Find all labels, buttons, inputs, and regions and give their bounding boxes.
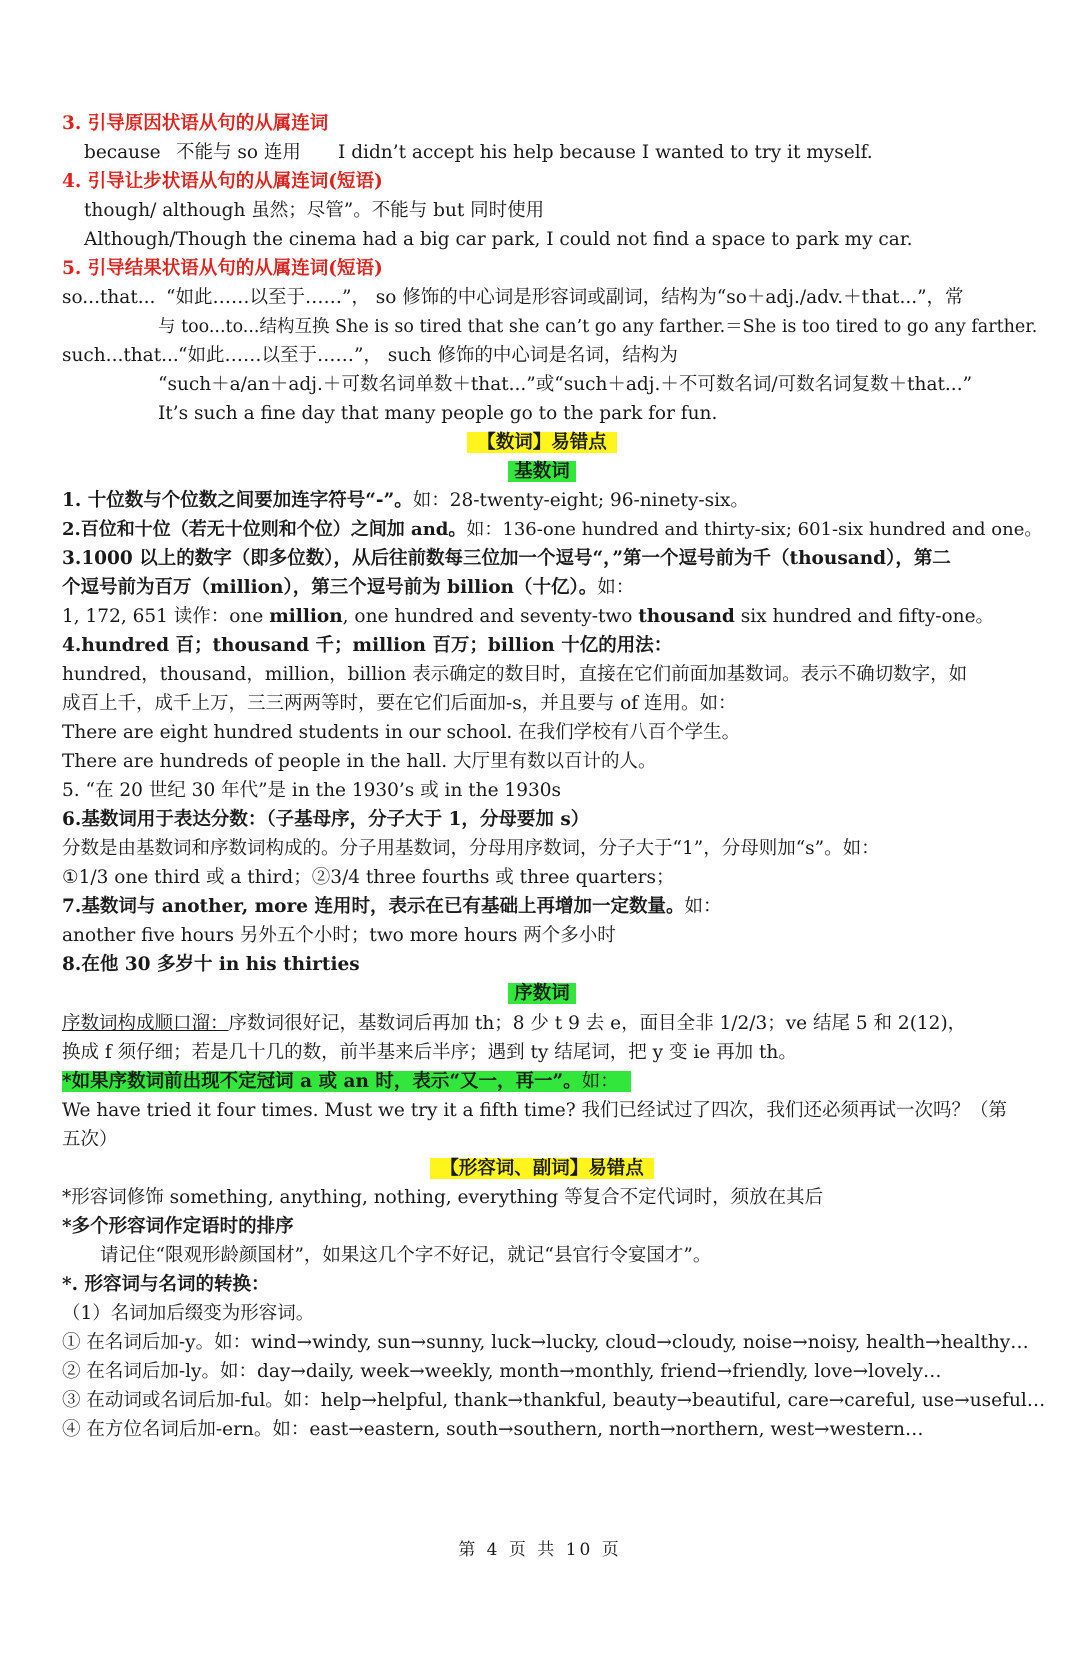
such-that-line-2: “such＋a/an＋adj.＋可数名词单数＋that...”或“such＋adj.＋不可数名词/可数名词复数＋that...”: [158, 374, 973, 395]
cardinal-point-3-line-1: 3.1000 以上的数字（即多位数），从后往前数每三位加一个逗号“，”第一个逗号前为千（thousand），第二: [62, 548, 951, 569]
section-3-heading: 3. 引导原因状语从句的从属连词: [62, 113, 329, 134]
cardinal-point-7-heading: 7.基数词与 another, more 连用时，表示在已有基础上再增加一定数量。如：: [62, 896, 722, 917]
section-3-line: [84, 139, 873, 169]
cardinal-title-row: [62, 458, 1022, 488]
adjectives-order-mnemonic: 请记住“限观形龄颜国材”，如果这几个字不好记，就记“县官行令宴国才”。: [100, 1245, 712, 1266]
suffix-rule-y: ① 在名词后加-y。如：wind→windy, sun→sunny, luck→lucky, cloud→cloudy, noise→noisy, health→healthy…: [62, 1332, 1029, 1353]
ordinal-rhyme-line-2: 换成 f 须仔细；若是几十几的数，前半基来后半序；遇到 ty 结尾词，把 y 变 ie 再加 th。: [62, 1042, 797, 1063]
adjectives-point-1: *形容词修饰 something, anything, nothing, everything 等复合不定代词时，须放在其后: [62, 1187, 824, 1208]
suffix-rule-ly: ② 在名词后加-ly。如：day→daily, week→weekly, month→monthly, friend→friendly, love→lovely…: [62, 1361, 942, 1382]
such-that-term: such...that...: [62, 345, 179, 366]
ordinal-rhyme-line-1: 序数词构成顺口溜：序数词很好记，基数词后再加 th；8 少 t 9 去 e，面目全非 1/2/3；ve 结尾 5 和 2(12)，: [62, 1013, 967, 1034]
because-note: 不能与 so 连用: [176, 142, 301, 163]
cardinal-point-5: 5. “在 20 世纪 30 年代”是 in the 1930’s 或 in the 1930s: [62, 780, 562, 801]
so-that-line-2: 与 too...to...结构互换 She is so tired that she can’t go any farther.＝She is too tired to go any farther.: [158, 317, 1038, 337]
adjectives-point-3-heading: *. 形容词与名词的转换：: [62, 1274, 270, 1295]
section-4-line-2: Although/Though the cinema had a big car park, I could not find a space to park my car.: [84, 229, 913, 250]
cardinal-point-4-example-2: There are hundreds of people in the hall. 大厅里有数以百计的人。: [62, 751, 657, 772]
adjectives-suffix-intro: （1）名词加后缀变为形容词。: [62, 1303, 315, 1324]
such-that-explain: “如此……以至于……”， such 修饰的中心词是名词，结构为: [178, 345, 678, 366]
section-5-heading: 5. 引导结果状语从句的从属连词(短语): [62, 258, 383, 279]
such-that-example: It’s such a fine day that many people go to the park for fun.: [158, 403, 718, 424]
cardinal-point-4-line-1: hundred，thousand，million，billion 表示确定的数目时，直接在它们前面加基数词。表示不确切数字，如: [62, 664, 968, 685]
cardinal-point-3-line-2: 个逗号前为百万（million），第三个逗号前为 billion（十亿）。如：: [62, 577, 635, 598]
because-term: because: [84, 142, 161, 163]
cardinal-point-3-example: 1, 172, 651 读作：one million, one hundred and seventy-two thousand six hundred and fifty-one。: [62, 606, 995, 627]
so-that-term: so...that...: [62, 287, 156, 308]
such-that-line-1: [62, 342, 678, 372]
cardinal-point-6-line-2: ①1/3 one third 或 a third；②3/4 three fourths 或 three quarters；: [62, 867, 675, 888]
adjectives-title-row: [62, 1155, 1022, 1185]
adjectives-point-2-heading: *多个形容词作定语时的排序: [62, 1216, 294, 1237]
numerals-title: 【数词】易错点: [467, 432, 617, 453]
cardinal-point-6-heading: 6.基数词用于表达分数：（子基母序，分子大于 1，分母要加 s）: [62, 809, 590, 830]
cardinal-point-4-example-1: There are eight hundred students in our school. 在我们学校有八百个学生。: [62, 722, 741, 743]
so-that-line-1: [62, 284, 964, 314]
cardinal-point-8: 8.在他 30 多岁十 in his thirties: [62, 954, 360, 975]
section-4-heading: 4. 引导让步状语从句的从属连词(短语): [62, 171, 383, 192]
ordinal-example-line-1: We have tried it four times. Must we try it a fifth time? 我们已经试过了四次，我们还必须再试一次吗？（第: [62, 1100, 1008, 1121]
suffix-rule-ern: ④ 在方位名词后加-ern。如：east→eastern, south→southern, north→northern, west→western…: [62, 1419, 924, 1440]
ordinal-example-line-2: 五次）: [62, 1129, 118, 1150]
cardinal-title: 基数词: [508, 461, 576, 482]
ordinal-article-note: *如果序数词前出现不定冠词 a 或 an 时，表示“又一，再一”。如：: [62, 1068, 631, 1098]
cardinal-point-2: 2.百位和十位（若无十位则和个位）之间加 and。如：136-one hundred and thirty-six; 601-six hundred and one。: [62, 519, 1043, 540]
adjectives-title: 【形容词、副词】易错点: [430, 1158, 654, 1179]
cardinal-point-6-line-1: 分数是由基数词和序数词构成的。分子用基数词，分母用序数词，分子大于“1”，分母则加“s”。如：: [62, 838, 880, 859]
ordinal-title: 序数词: [508, 983, 576, 1004]
page-number-footer: 第 4 页 共 10 页: [458, 1540, 622, 1560]
so-that-explain: “如此……以至于……”， so 修饰的中心词是形容词或副词，结构为“so＋adj./adv.＋that...”，常: [166, 287, 964, 308]
suffix-rule-ful: ③ 在动词或名词后加-ful。如：help→helpful, thank→thankful, beauty→beautiful, care→careful, use→useful…: [62, 1390, 1046, 1411]
because-example: I didn’t accept his help because I wanted to try it myself.: [338, 142, 873, 163]
cardinal-point-1: 1. 十位数与个位数之间要加连字符号“-”。如：28-twenty-eight; 96-ninety-six。: [62, 490, 749, 511]
cardinal-point-4-heading: 4.hundred 百；thousand 千；million 百万；billion 十亿的用法：: [62, 635, 673, 656]
cardinal-point-7-example: another five hours 另外五个小时；two more hours 两个多小时: [62, 925, 616, 946]
numerals-title-row: [62, 429, 1022, 459]
ordinal-title-row: [62, 980, 1022, 1010]
cardinal-point-4-line-2: 成百上千，成千上万，三三两两等时，要在它们后面加-s，并且要与 of 连用。如：: [62, 693, 737, 714]
section-4-line-1: though/ although 虽然；尽管”。不能与 but 同时使用: [84, 200, 545, 221]
